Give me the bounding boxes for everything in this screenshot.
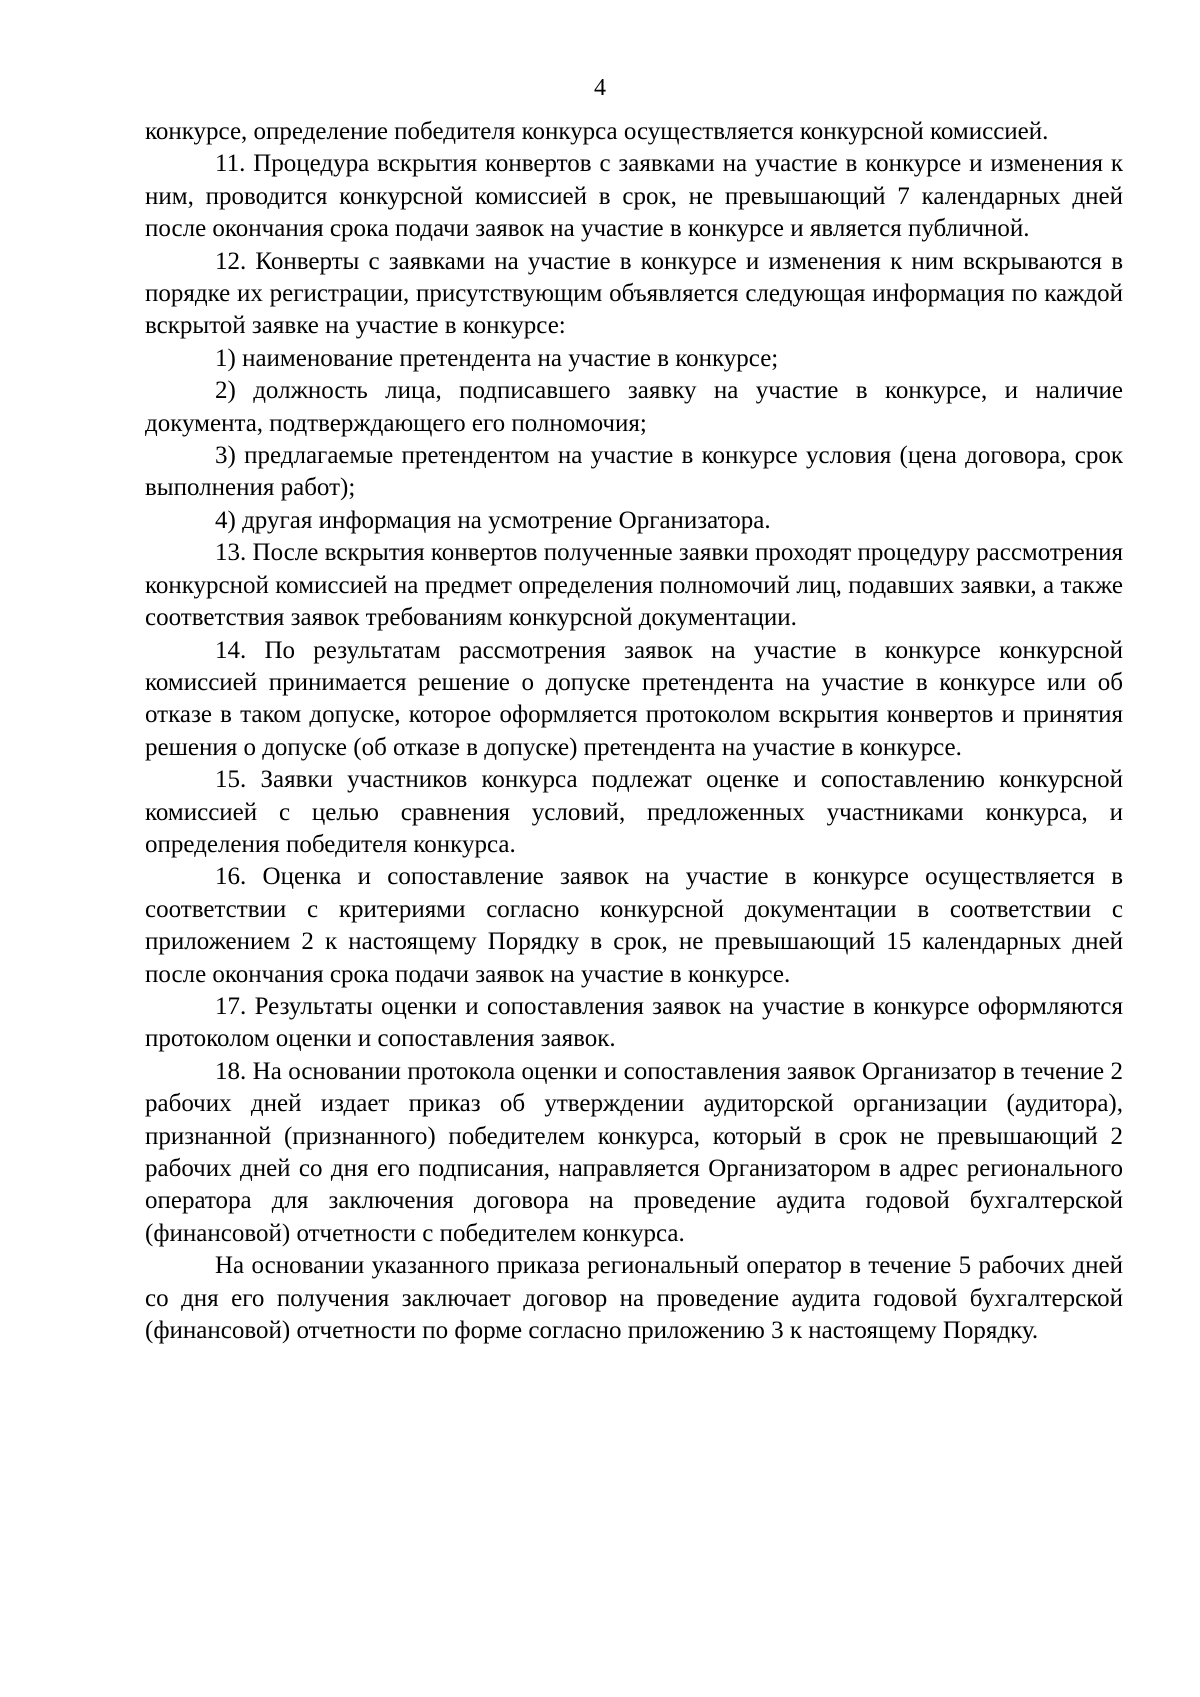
paragraph-15: 15. Заявки участников конкурса подлежат оценке и сопоставлению конкурсной комиссией с целью сравнения условий, предложенных участниками конкурса, и определения победителя конкурса. — [145, 766, 1123, 858]
paragraph-17: 17. Результаты оценки и сопоставления заявок на участие в конкурсе оформляются протоколом оценки и сопоставления заявок. — [145, 992, 1123, 1053]
document-body — [145, 116, 1123, 1347]
paragraph-12: 12. Конверты с заявками на участие в конкурсе и изменения к ним вскрываются в порядке их регистрации, присутствующим объявляется следующая информация по каждой вскрытой заявке на участие в конкурсе: — [145, 247, 1123, 340]
list-item-2: 2) должность лица, подписавшего заявку на участие в конкурсе, и наличие документа, подтверждающего его полномочия; — [145, 377, 1123, 437]
paragraph-16: 16. Оценка и сопоставление заявок на участие в конкурсе осуществляется в соответствии с критериями согласно конкурсной документации в соответствии с приложением 2 к настоящему Порядку в срок, не превышающий 15 календарных дней после окончания срока подачи заявок на участие в конкурсе. — [145, 863, 1123, 988]
paragraph-13: 13. После вскрытия конвертов полученные заявки проходят процедуру рассмотрения конкурсной комиссией на предмет определения полномочий лиц, подавших заявки, а также соответствия заявок требованиям конкурсной документации. — [145, 539, 1123, 632]
list-item-4: 4) другая информация на усмотрение Организатора. — [215, 506, 771, 534]
paragraph-18-continuation: На основании указанного приказа региональный оператор в течение 5 рабочих дней со дня его получения заключает договор на проведение аудита годовой бухгалтерской (финансовой) отчетности по форме согласно приложению 3 к настоящему Порядку. — [145, 1252, 1123, 1345]
list-item-3: 3) предлагаемые претендентом на участие в конкурсе условия (цена договора, срок выполнения работ); — [145, 442, 1123, 502]
paragraph: конкурсе, определение победителя конкурса осуществляется конкурсной комиссией. — [145, 118, 1049, 145]
paragraph-18: 18. На основании протокола оценки и сопоставления заявок Организатор в течение 2 рабочих дней издает приказ об утверждении аудиторской организации (аудитора), признанной (признанного) победителем конкурса, который в срок не превышающий 2 рабочих дней со дня его подписания, направляется Организатором в адрес регионального оператора для заключения договора на проведение аудита годовой бухгалтерской (финансовой) отчетности с победителем конкурса. — [145, 1057, 1123, 1247]
page-number: 4 — [594, 75, 606, 101]
paragraph-11: 11. Процедура вскрытия конвертов с заявками на участие в конкурсе и изменения к ним, проводится конкурсной комиссией в срок, не превышающий 7 календарных дней после окончания срока подачи заявок на участие в конкурсе и является публичной. — [145, 150, 1123, 243]
list-item-1: 1) наименование претендента на участие в конкурсе; — [215, 344, 779, 372]
paragraph-14: 14. По результатам рассмотрения заявок на участие в конкурсе конкурсной комиссией принимается решение о допуске претендента на участие в конкурсе или об отказе в таком допуске, которое оформляется протоколом вскрытия конвертов и принятия решения о допуске (об отказе в допуске) претендента на участие в конкурсе. — [145, 636, 1123, 761]
